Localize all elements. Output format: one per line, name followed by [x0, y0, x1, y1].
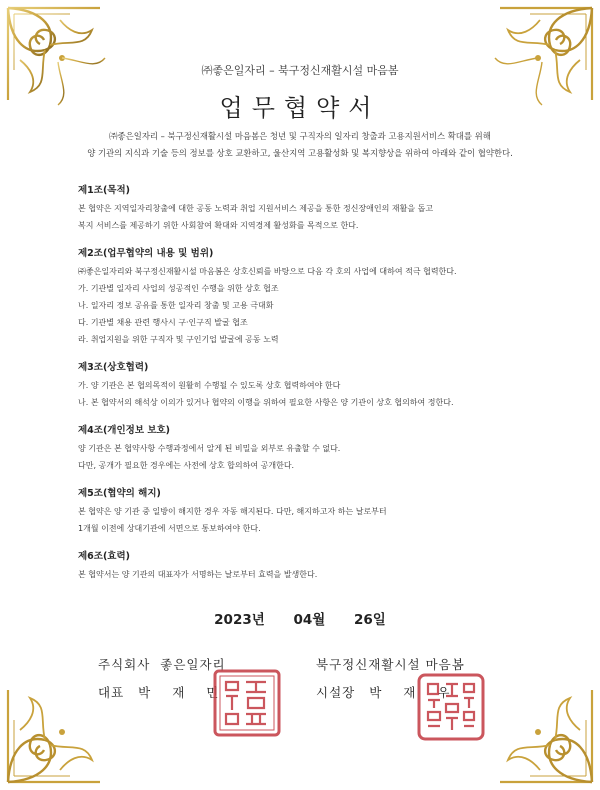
article-heading: 제6조(효력)	[78, 551, 131, 562]
date-day: 26일	[354, 612, 386, 628]
article-line: 다만, 공개가 필요한 경우에는 사전에 상호 합의하여 공개한다.	[78, 461, 295, 470]
intro-line: 양 기관의 지식과 기술 등의 정보를 상호 교환하고, 울산지역 고용활성화 및 복지향상을 위하여 아래와 같이 협약한다.	[87, 148, 513, 158]
signatory-org: 주식회사 좋은일자리	[98, 657, 226, 672]
article-3	[78, 359, 538, 411]
signatory-name: 박 재 우	[369, 685, 459, 700]
article-heading: 제5조(협약의 해지)	[78, 488, 161, 499]
article-line: 가. 양 기관은 본 협의목적이 원활히 수행될 수 있도록 상호 협력하여야 한다	[78, 381, 341, 390]
company-seal-stamp	[212, 668, 282, 738]
article-line: 본 협약은 지역일자리창출에 대한 공동 노력과 취업 지원서비스 제공을 통한 정신장애인의 재활을 돕고	[78, 204, 434, 213]
signatory-representative	[98, 679, 227, 707]
article-line: 나. 본 협약서의 해석상 이의가 있거나 협약의 이행을 위하여 필요한 사항은 양 기관이 상호 협의하여 정한다.	[78, 398, 454, 407]
agreement-date	[0, 608, 600, 628]
red-seal-icon	[212, 668, 282, 738]
article-1	[78, 182, 538, 234]
document-title: 업무협약서	[219, 94, 381, 122]
article-heading: 제3조(상호협력)	[78, 362, 149, 373]
signatory-role: 시설장	[316, 685, 356, 700]
date-year: 2023년	[214, 612, 265, 628]
signatory-left	[98, 651, 227, 707]
article-line: 라. 취업지원을 위한 구직자 및 구인기업 발굴에 공동 노력	[78, 335, 279, 344]
signatory-name: 박 재 민	[138, 685, 228, 700]
article-line: 본 협약은 양 기관 중 일방이 해지한 경우 자동 해지된다. 다만, 해지하고자 하는 날로부터	[78, 507, 387, 516]
article-line: 나. 일자리 정보 공유를 통한 일자리 창출 및 고용 극대화	[78, 301, 274, 310]
article-6	[78, 548, 538, 583]
article-line: 다. 기관별 채용 관련 행사시 구·인구직 발굴 협조	[78, 318, 248, 327]
article-line: 가. 기관별 일자리 사업의 성공적인 수행을 위한 상호 협조	[78, 284, 279, 293]
signatory-role: 대표	[98, 685, 125, 700]
intro-paragraph	[40, 128, 560, 162]
article-2	[78, 245, 538, 348]
article-line: ㈜좋은일자리와 북구정신재활시설 마음봄은 상호신뢰를 바탕으로 다음 각 호의 사업에 대하여 적극 협력한다.	[78, 267, 457, 276]
signatory-org: 북구정신재활시설 마음봄	[316, 657, 465, 672]
document-subtitle: ㈜좋은일자리 – 북구정신재활시설 마음봄	[201, 64, 399, 77]
article-line: 1개월 이전에 상대기관에 서면으로 통보하여야 한다.	[78, 524, 261, 533]
date-month: 04월	[293, 612, 326, 628]
facility-seal-stamp	[416, 672, 486, 742]
gold-flourish-icon	[480, 670, 600, 790]
article-heading: 제1조(목적)	[78, 185, 131, 196]
article-4	[78, 422, 538, 474]
article-heading: 제2조(업무협약의 내용 및 범위)	[78, 248, 214, 259]
article-5	[78, 485, 538, 537]
article-line: 양 기관은 본 협약사항 수행과정에서 알게 된 비밀을 외부로 유출할 수 없다.	[78, 444, 341, 453]
article-line: 본 협약서는 양 기관의 대표자가 서명하는 날로부터 효력을 발생한다.	[78, 570, 318, 579]
articles-section	[78, 182, 538, 594]
intro-line: ㈜좋은일자리 – 북구정신재활시설 마음봄은 청년 및 구직자의 일자리 창출과 고용지원서비스 확대를 위해	[109, 131, 491, 141]
corner-ornament-bottom-right	[480, 670, 600, 790]
red-seal-icon	[416, 672, 486, 742]
article-line: 복지 서비스를 제공하기 위한 사회참여 확대와 지역경제 활성화를 목적으로 한다.	[78, 221, 359, 230]
article-heading: 제4조(개인정보 보호)	[78, 425, 171, 436]
